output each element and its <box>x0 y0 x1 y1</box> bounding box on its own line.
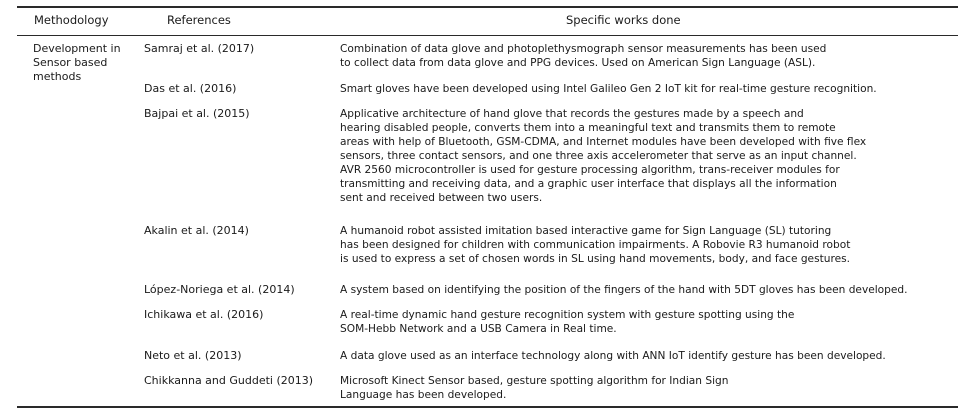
work-line: areas with help of Bluetooth, GSM-CDMA, and Internet modules have been developed with five flex <box>340 136 867 148</box>
work-cell <box>340 42 960 70</box>
work-line: Language has been developed. <box>340 389 507 401</box>
work-line: hearing disabled people, converts them into a meaningful text and transmits them to remote <box>340 122 836 134</box>
work-line: Applicative architecture of hand glove that records the gestures made by a speech and <box>340 108 804 120</box>
reference-cell: Bajpai et al. (2015) <box>144 107 250 120</box>
table-top-rule <box>17 6 958 8</box>
reference-cell: Samraj et al. (2017) <box>144 42 255 55</box>
work-line: is used to express a set of chosen words in SL using hand movements, body, and face gestures. <box>340 253 850 265</box>
reference-cell: Ichikawa et al. (2016) <box>144 308 264 321</box>
header-methodology: Methodology <box>34 13 109 27</box>
header-specific-works: Specific works done <box>566 13 681 27</box>
work-line: has been designed for children with communication impairments. A Robovie R3 humanoid robot <box>340 239 851 251</box>
work-line: AVR 2560 microcontroller is used for gesture processing algorithm, trans-receiver modules for <box>340 164 840 176</box>
work-line: sensors, three contact sensors, and one three axis accelerometer that serve as an input channel. <box>340 150 857 162</box>
work-cell <box>340 349 960 363</box>
work-line: to collect data from data glove and PPG devices. Used on American Sign Language (ASL). <box>340 57 816 69</box>
work-cell <box>340 82 960 96</box>
work-cell <box>340 224 960 266</box>
work-line: A humanoid robot assisted imitation based interactive game for Sign Language (SL) tutoring <box>340 225 832 237</box>
methodology-cell <box>33 42 138 84</box>
work-cell <box>340 107 960 205</box>
methodology-line: Sensor based <box>33 56 108 69</box>
reference-cell: Das et al. (2016) <box>144 82 237 95</box>
work-line: Microsoft Kinect Sensor based, gesture spotting algorithm for Indian Sign <box>340 375 729 387</box>
reference-cell: López-Noriega et al. (2014) <box>144 283 295 296</box>
work-line: Smart gloves have been developed using Intel Galileo Gen 2 IoT kit for real-time gesture recognition. <box>340 83 877 95</box>
table-header-rule <box>17 35 958 36</box>
reference-cell: Akalin et al. (2014) <box>144 224 249 237</box>
methodology-line: methods <box>33 70 82 83</box>
header-references: References <box>167 13 231 27</box>
work-cell <box>340 374 960 402</box>
work-cell <box>340 308 960 336</box>
reference-cell: Chikkanna and Guddeti (2013) <box>144 374 314 387</box>
work-line: A data glove used as an interface technology along with ANN IoT identify gesture has been developed. <box>340 350 886 362</box>
reference-cell: Neto et al. (2013) <box>144 349 242 362</box>
table-bottom-rule <box>17 406 958 408</box>
work-line: sent and received between two users. <box>340 192 543 204</box>
methodology-line: Development in <box>33 42 121 55</box>
work-line: Combination of data glove and photoplethysmograph sensor measurements has been used <box>340 43 827 55</box>
work-line: SOM-Hebb Network and a USB Camera in Real time. <box>340 323 617 335</box>
work-line: A real-time dynamic hand gesture recognition system with gesture spotting using the <box>340 309 795 321</box>
work-line: A system based on identifying the position of the fingers of the hand with 5DT gloves has been developed. <box>340 284 908 296</box>
work-cell <box>340 283 960 297</box>
work-line: transmitting and receiving data, and a graphic user interface that displays all the information <box>340 178 837 190</box>
